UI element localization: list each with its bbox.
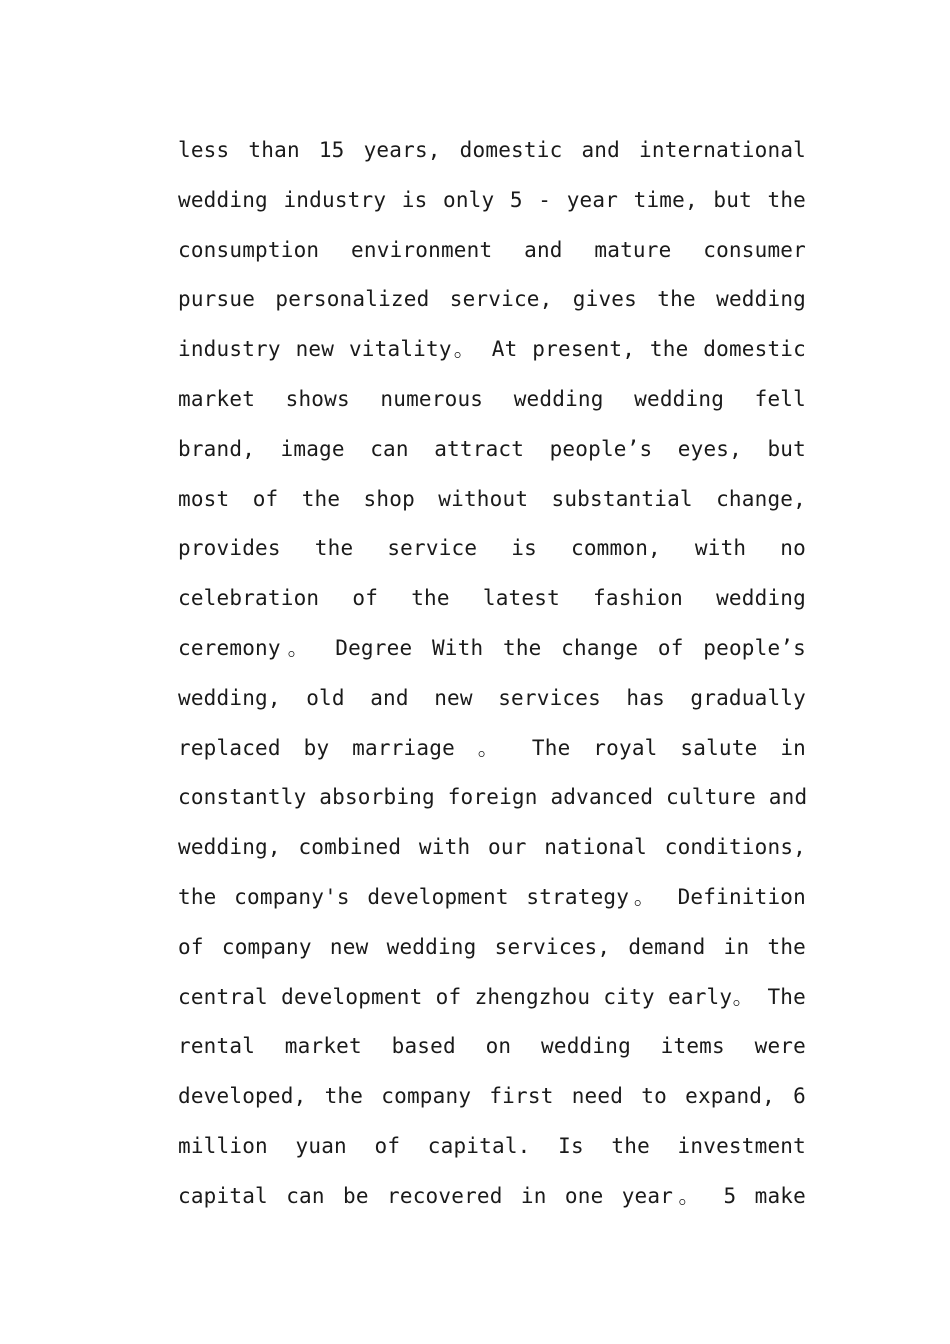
text-line: rental market based on wedding items were — [178, 1034, 806, 1059]
text-line: wedding industry is only 5 - year time, but the — [178, 187, 806, 212]
text-line: constantly absorbing foreign advanced culture and — [178, 785, 808, 810]
text-line: million yuan of capital. Is the investment — [178, 1133, 806, 1158]
text-line: consumption environment and mature consumer — [178, 237, 806, 262]
text-line: the company's development strategy。 Definition — [178, 884, 806, 909]
text-line: provides the service is common, with no — [178, 536, 806, 561]
text-line: less than 15 years, domestic and international — [178, 138, 806, 162]
text-line: market shows numerous wedding wedding fell — [178, 386, 806, 411]
body-text — [178, 126, 806, 1222]
text-line: wedding, combined with our national conditions, — [178, 835, 806, 860]
text-line: capital can be recovered in one year。 5 make — [178, 1183, 806, 1208]
text-line: ceremony。 Degree With the change of people’s — [178, 635, 806, 660]
text-line: of company new wedding services, demand in the — [178, 934, 806, 959]
text-line: replaced by marriage 。 The royal salute in — [178, 735, 806, 760]
text-line: brand, image can attract people’s eyes, but — [178, 436, 806, 461]
text-line: wedding, old and new services has gradually — [178, 685, 806, 710]
text-line: developed, the company first need to expand, 6 — [178, 1084, 806, 1109]
text-line: pursue personalized service, gives the wedding — [178, 287, 806, 312]
text-line: central development of zhengzhou city early。 The — [178, 984, 806, 1009]
text-line: celebration of the latest fashion wedding — [178, 586, 806, 611]
text-line: industry new vitality。 At present, the domestic — [178, 337, 806, 362]
text-line: most of the shop without substantial change, — [178, 486, 806, 511]
